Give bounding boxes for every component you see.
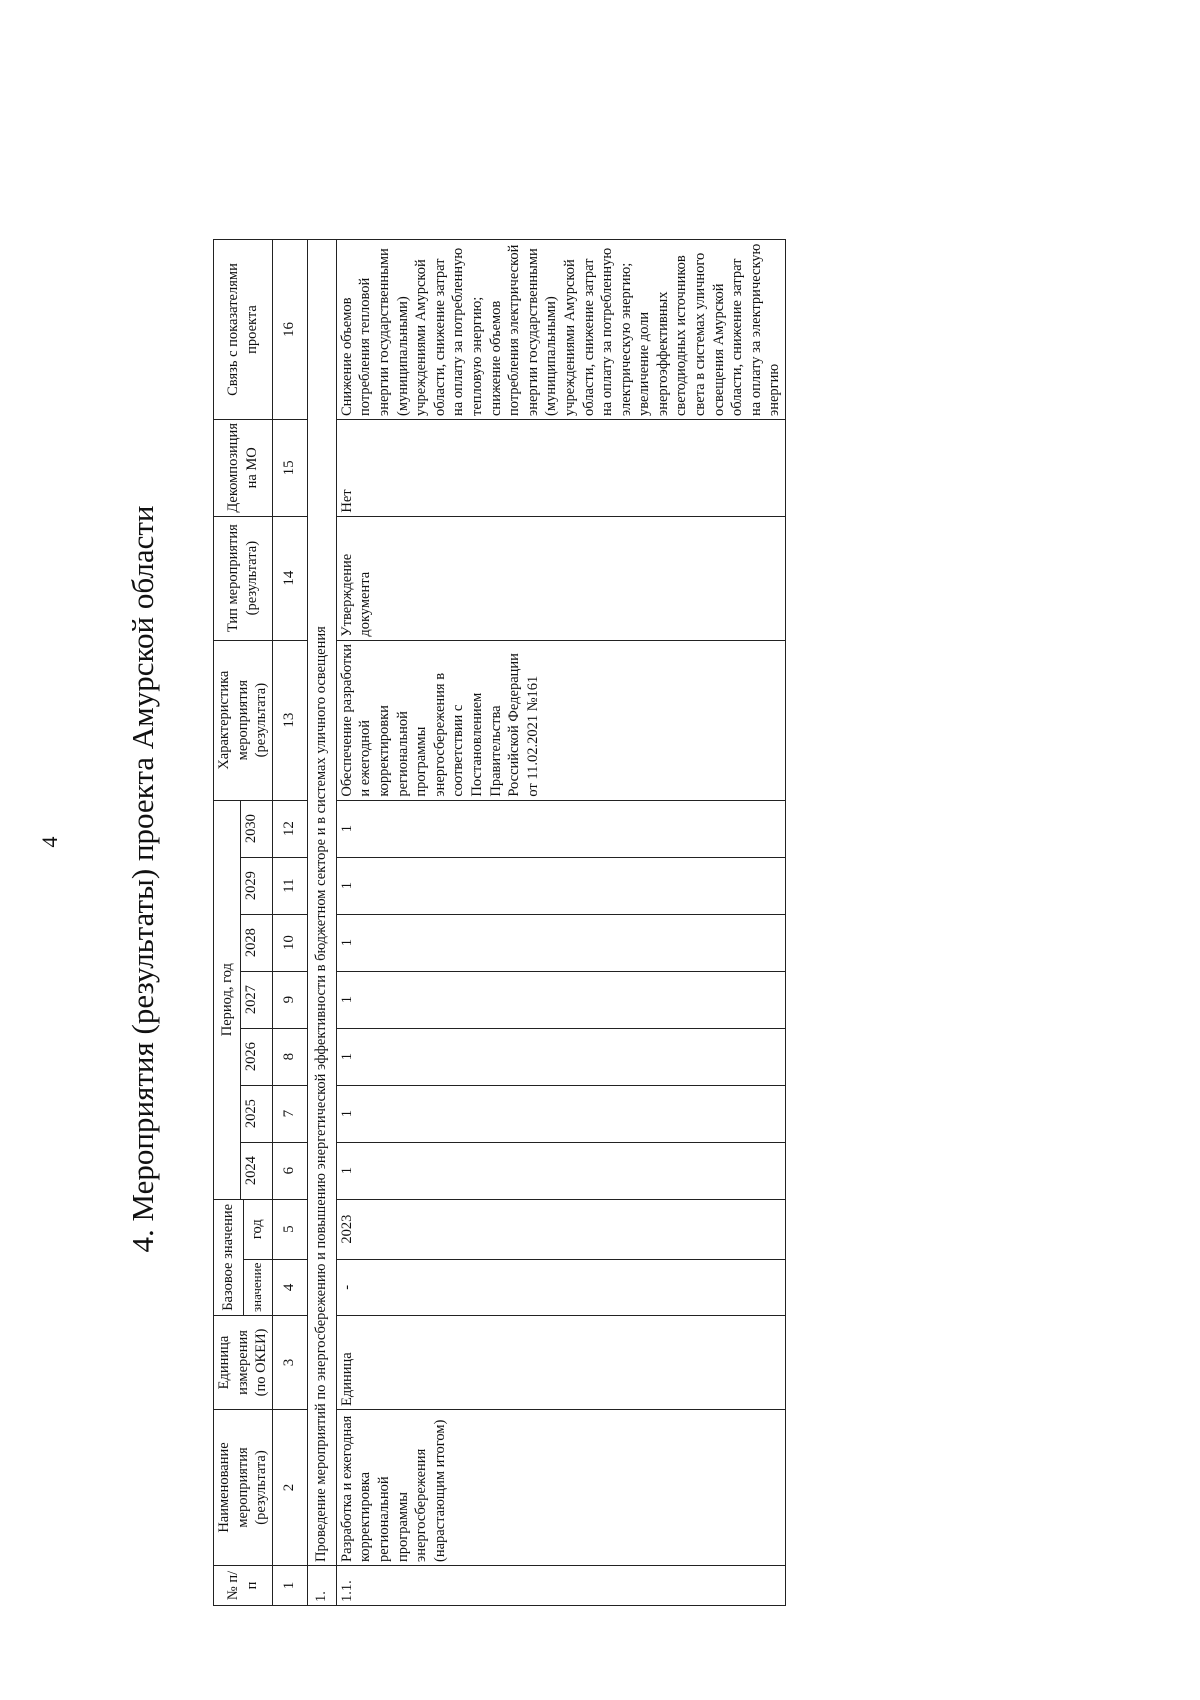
- row-value-2027: 1: [336, 971, 785, 1028]
- column-number: 3: [272, 1316, 307, 1410]
- column-number: 8: [272, 1028, 307, 1085]
- header-base: Базовое значение: [214, 1199, 244, 1315]
- header-period: Период, год: [214, 800, 241, 1199]
- column-number: 16: [272, 240, 307, 420]
- row-characteristic: Обеспечение разработки и ежегодной корректировки региональной программы энергосбережения в соответствии с Постановлением Правительства Российской Федерации от 11.02.2021 №161: [336, 640, 785, 800]
- row-number: 1.1.: [336, 1566, 785, 1606]
- header-year-2028: 2028: [241, 914, 273, 971]
- row-project-link: Снижение объемов потребления тепловой энергии государственными (муниципальными) учреждениями Амурской области, снижение затрат на оплату за потребленную тепловую энергию; снижение объемов потребления электрической энергии государственными (муниципальными) учреждениями Амурской области, снижение затрат на оплату за потребленную электрическую энергию; увеличение доли энергоэффективных светодиодных источников света в системах уличного освещения Амурской области, снижение затрат на оплату за электрическую энергию: [336, 240, 785, 420]
- header-type: Тип мероприятия (результата): [214, 516, 273, 640]
- row-value-2026: 1: [336, 1028, 785, 1085]
- row-unit: Единица: [336, 1316, 785, 1410]
- column-number: 10: [272, 914, 307, 971]
- column-number: 9: [272, 971, 307, 1028]
- table-row: [336, 240, 785, 1606]
- column-number: 4: [272, 1259, 307, 1315]
- header-decomposition: Декомпозиция на МО: [214, 420, 273, 517]
- row-type: Утверждение документа: [336, 516, 785, 640]
- header-name: Наименование мероприятия (результата): [214, 1410, 273, 1566]
- measures-table: [213, 239, 786, 1606]
- column-number: 14: [272, 516, 307, 640]
- row-base-year: 2023: [336, 1199, 785, 1259]
- section-title: Проведение мероприятий по энергосбережению и повышению энергетической эффективности в бюджетном секторе и в системах уличного освещения: [307, 240, 336, 1566]
- row-value-2024: 1: [336, 1142, 785, 1199]
- header-base-year: год: [243, 1199, 272, 1259]
- table-container: [213, 239, 786, 1606]
- column-number: 1: [272, 1566, 307, 1606]
- column-numbers-row: [272, 240, 307, 1606]
- header-row-1: [214, 240, 241, 1606]
- header-year-2027: 2027: [241, 971, 273, 1028]
- row-base-value: -: [336, 1259, 785, 1315]
- column-number: 12: [272, 800, 307, 857]
- document-title: 4. Мероприятия (результаты) проекта Амурской области: [125, 505, 160, 1253]
- page-number: 4: [37, 836, 62, 848]
- row-value-2029: 1: [336, 857, 785, 914]
- column-number: 13: [272, 640, 307, 800]
- row-value-2025: 1: [336, 1085, 785, 1142]
- row-value-2030: 1: [336, 800, 785, 857]
- column-number: 2: [272, 1410, 307, 1566]
- column-number: 15: [272, 420, 307, 517]
- header-year-2030: 2030: [241, 800, 273, 857]
- row-value-2028: 1: [336, 914, 785, 971]
- column-number: 6: [272, 1142, 307, 1199]
- header-year-2029: 2029: [241, 857, 273, 914]
- column-number: 7: [272, 1085, 307, 1142]
- header-unit: Единица измерения (по ОКЕИ): [214, 1316, 273, 1410]
- header-year-2026: 2026: [241, 1028, 273, 1085]
- column-number: 11: [272, 857, 307, 914]
- header-num: № п/п: [214, 1566, 273, 1606]
- header-characteristic: Характеристика мероприятия (результата): [214, 640, 273, 800]
- section-row: [307, 240, 336, 1606]
- header-year-2024: 2024: [241, 1142, 273, 1199]
- row-decomposition: Нет: [336, 420, 785, 517]
- column-number: 5: [272, 1199, 307, 1259]
- section-number: 1.: [307, 1566, 336, 1606]
- rotated-sheet: [123, 122, 1183, 1636]
- header-link: Связь с показателями проекта: [214, 240, 273, 420]
- row-measure-name: Разработка и ежегодная корректировка региональной программы энергосбережения (нарастающим итогом): [336, 1410, 785, 1566]
- header-year-2025: 2025: [241, 1085, 273, 1142]
- header-base-value: значение: [243, 1259, 272, 1315]
